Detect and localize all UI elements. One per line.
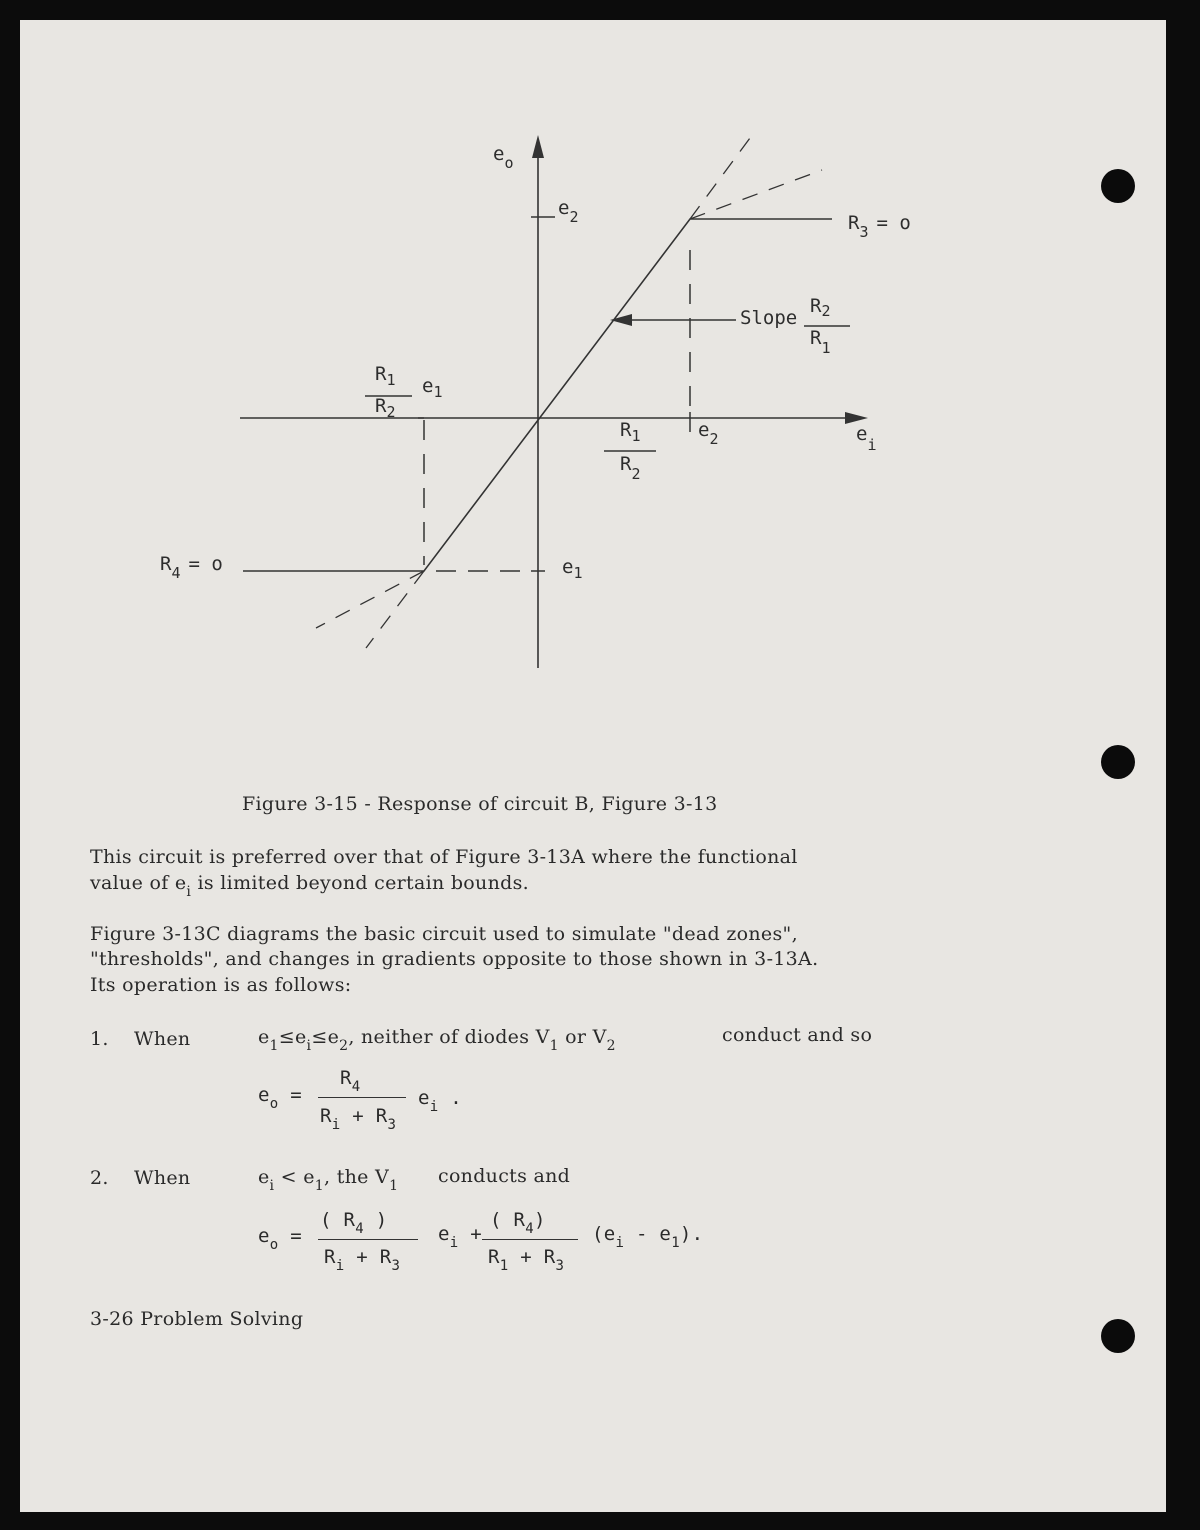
item-2-when: When [134, 1167, 191, 1189]
axis-label-eo: $e_o$ [493, 143, 514, 172]
y-axis-arrow [532, 135, 544, 158]
left-fraction-e1: $e_1$ [422, 375, 443, 401]
binder-hole-bottom [1101, 1319, 1135, 1353]
label-r3: $R_3 = o$ [848, 212, 911, 241]
slope-arrow-head [610, 314, 632, 326]
tick-label-e2-y: $e_2$ [558, 197, 579, 226]
item-2-conducts-text: conducts and [438, 1165, 571, 1187]
page-footer: 3-26 Problem Solving [90, 1308, 304, 1330]
mid-fraction-denominator: $R_2$ [620, 453, 641, 483]
mid-fraction-numerator: $R_1$ [620, 419, 641, 445]
paragraph-2-line-2: "thresholds", and changes in gradients opposite to those shown in 3-13A. [90, 948, 819, 970]
slope-numerator: $R_2$ [810, 295, 831, 320]
item-2-number: 2. [90, 1167, 109, 1189]
extension-lower-steep [366, 571, 424, 648]
slope-label: Slope [740, 307, 798, 329]
item-1-eq-lhs: $e_o$ = [258, 1084, 302, 1112]
tick-label-e1-y: $e_1$ [562, 556, 583, 582]
item-1-number: 1. [90, 1028, 109, 1050]
item-2-eq-fraction-bar-2 [482, 1239, 578, 1240]
left-fraction-denominator: $R_2$ [375, 395, 396, 421]
paragraph-1-line-1: This circuit is preferred over that of Figure 3-13A where the functional [90, 846, 798, 868]
item-2-eq-numerator-2: ( $R_4$) [490, 1209, 546, 1237]
item-1-when: When [134, 1028, 191, 1050]
label-r4: $R_4 = o$ [160, 553, 223, 582]
axis-label-ei: $e_i$ [856, 423, 877, 454]
item-2-eq-lhs: $e_o$ = [258, 1225, 302, 1253]
item-2-eq-numerator-1: ( $R_4$ ) [320, 1209, 388, 1237]
extension-lower-shallow [316, 571, 424, 628]
extension-upper-steep [690, 138, 750, 219]
item-1-eq-denominator: $R_i + R_3$ [320, 1105, 397, 1133]
item-1-condition: $e_1\le e_i\le e_2$, neither of diodes $V_1$ or $V_2$ [258, 1026, 616, 1054]
paragraph-2-line-1: Figure 3-13C diagrams the basic circuit used to simulate "dead zones", [90, 923, 798, 945]
left-fraction-numerator: $R_1$ [375, 363, 396, 389]
item-1-eq-rhs: $e_i$ . [418, 1087, 462, 1115]
item-2-eq-denominator-1: $R_i + R_3$ [324, 1246, 401, 1274]
extension-upper-shallow [690, 170, 822, 219]
figure-caption: Figure 3-15 - Response of circuit B, Figure 3-13 [242, 793, 718, 815]
item-1-conduct-text: conduct and so [722, 1024, 873, 1046]
item-2-eq-middle-term: $e_i$ + [438, 1223, 482, 1251]
paragraph-2-line-3: Its operation is as follows: [90, 974, 352, 996]
item-2-eq-fraction-bar-1 [318, 1239, 418, 1240]
document-page [20, 20, 1166, 1512]
item-2-eq-denominator-2: $R_1 + R_3$ [488, 1246, 565, 1274]
item-1-eq-numerator: $R_4$ [340, 1067, 361, 1095]
item-2-eq-tail: $(e_i - e_1)$. [592, 1223, 704, 1251]
response-figure [20, 20, 1166, 760]
slope-denominator: $R_1$ [810, 327, 831, 357]
item-1-eq-fraction-bar [318, 1097, 406, 1098]
paragraph-1-line-2: value of $e_i$ is limited beyond certain bounds. [90, 872, 529, 900]
item-2-condition: $e_i < e_1$, the $V_1$ [258, 1166, 399, 1194]
tick-label-e2-x: $e_2$ [698, 419, 719, 448]
